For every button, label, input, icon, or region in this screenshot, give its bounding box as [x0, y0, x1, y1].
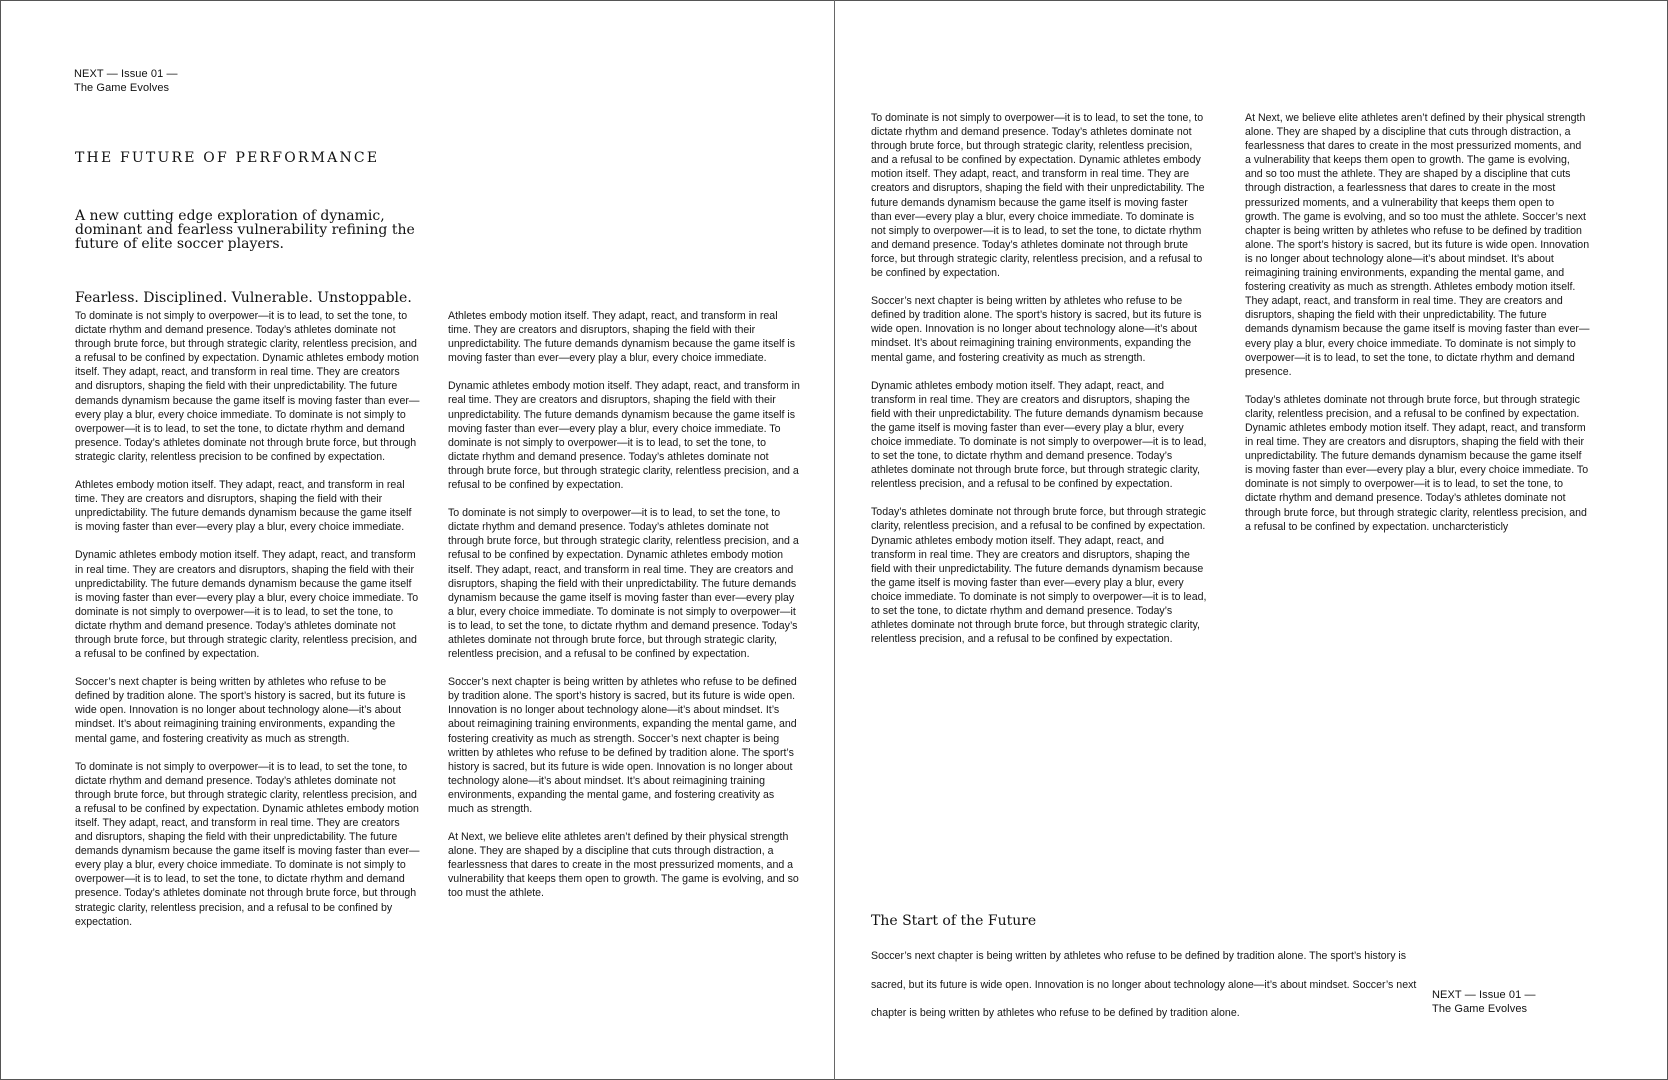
section-title: THE FUTURE OF PERFORMANCE	[75, 150, 380, 166]
paragraph: Soccer’s next chapter is being written by athletes who refuse to be defined by tradition alone. The sport’s history is sacred, but its future is wide open. Innovation is no longer about technology alone—it’s about mindset. It’s about reimagining training environments, expanding the mental game, and fostering creativity as much as strength.	[871, 295, 1202, 364]
paragraph: To dominate is not simply to overpower—it is to lead, to set the tone, to dictate rhythm and demand presence. Today’s athletes dominate not through brute force, but through strategic clarity, relentless precision, and a refusal to be confined by expectation. Dynamic athletes embody motion itself. They adapt, react, and transform in real time. They are creators and disruptors, shaping the field with their unpredictability. The future demands dynamism because the game itself is moving faster than ever—every play a blur, every choice immediate. To dominate is not simply to overpower—it is to lead, to set the tone, to dictate rhythm and demand presence. Today’s athletes dominate not through brute force, but through strategic clarity, relentless precision, and a refusal to be confined by expectation.	[871, 112, 1205, 280]
folio-issue: NEXT — Issue 01 —	[74, 68, 178, 80]
paragraph: At Next, we believe elite athletes aren’t defined by their physical strength alone. They are shaped by a discipline that cuts through distraction, a fearlessness that dares to create in the most pressurized moments, and a vulnerability that keeps them open to growth. The game is evolving, and so too must the athlete. They are shaped by a discipline that cuts through distraction, a fearlessness that dares to create in the most pressurized moments, and a vulnerability that keeps them open to growth. The game is evolving, and so too must the athlete. Soccer’s next chapter is being written by athletes who refuse to be defined by tradition alone. The sport’s history is sacred, but its future is wide open. Innovation is no longer about technology alone—it’s about mindset. It’s about reimagining training environments, expanding the mental game, and fostering creativity as much as strength. Athletes embody motion itself. They adapt, react, and transform in real time. They are creators and disruptors, shaping the field with their unpredictability. The future demands dynamism because the game itself is moving faster than ever—every play a blur, every choice immediate. To dominate is not simply to overpower—it is to lead, to set the tone, to dictate rhythm and demand presence.	[1245, 112, 1590, 378]
paragraph: Dynamic athletes embody motion itself. They adapt, react, and transform in real time. They are creators and disruptors, shaping the field with their unpredictability. The future demands dynamism because the game itself is moving faster than ever—every play a blur, every choice immediate. To dominate is not simply to overpower—it is to lead, to set the tone, to dictate rhythm and demand presence. Today’s athletes dominate not through brute force, but through strategic clarity, relentless precision, and a refusal to be confined by expectation.	[75, 549, 419, 661]
paragraph: Athletes embody motion itself. They adapt, react, and transform in real time. They are creators and disruptors, shaping the field with their unpredictability. The future demands dynamism because the game itself is moving faster than ever—every play a blur, every choice immediate.	[448, 310, 796, 365]
folio-title: The Game Evolves	[1432, 1003, 1528, 1015]
closing-paragraph: Soccer’s next chapter is being written by athletes who refuse to be defined by tradition alone. The sport’s history is sacred, but its future is wide open. Innovation is no longer about technology alone—it’s about mindset. Soccer’s next chapter is being written by athletes who refuse to be defined by tradition alone.	[871, 950, 1417, 1019]
paragraph: Dynamic athletes embody motion itself. They adapt, react, and transform in real time. They are creators and disruptors, shaping the field with their unpredictability. The future demands dynamism because the game itself is moving faster than ever—every play a blur, every choice immediate. To dominate is not simply to overpower—it is to lead, to set the tone, to dictate rhythm and demand presence. Today’s athletes dominate not through brute force, but through strategic clarity, relentless precision, and a refusal to be confined by expectation.	[871, 379, 1207, 491]
paragraph: To dominate is not simply to overpower—it is to lead, to set the tone, to dictate rhythm and demand presence. Today’s athletes dominate not through brute force, but through strategic clarity, relentless precision, and a refusal to be confined by expectation. Dynamic athletes embody motion itself. They adapt, react, and transform in real time. They are creators and disruptors, shaping the field with their unpredictability. The future demands dynamism because the game itself is moving faster than ever—every play a blur, every choice immediate. To dominate is not simply to overpower—it is to lead, to set the tone, to dictate rhythm and demand presence. Today’s athletes dominate not through brute force, but through strategic clarity, relentless precision to be confined by expectation.	[75, 310, 420, 463]
right-page	[835, 0, 1668, 1080]
closing-heading: The Start of the Future	[871, 913, 1037, 929]
subhead: Fearless. Disciplined. Vulnerable. Unstoppable.	[75, 290, 412, 306]
paragraph: To dominate is not simply to overpower—it is to lead, to set the tone, to dictate rhythm and demand presence. Today’s athletes dominate not through brute force, but through strategic clarity, relentless precision, and a refusal to be confined by expectation. Dynamic athletes embody motion itself. They adapt, react, and transform in real time. They are creators and disruptors, shaping the field with their unpredictability. The future demands dynamism because the game itself is moving faster than ever—every play a blur, every choice immediate. To dominate is not simply to overpower—it is to lead, to set the tone, to dictate rhythm and demand presence. Today’s athletes dominate not through brute force, but through strategic clarity, relentless precision, and a refusal to be confined by expectation.	[448, 507, 799, 661]
paragraph: Today’s athletes dominate not through brute force, but through strategic clarity, relentless precision, and a refusal to be confined by expectation. Dynamic athletes embody motion itself. They adapt, react, and transform in real time. They are creators and disruptors, shaping the field with their unpredictability. The future demands dynamism because the game itself is moving faster than ever—every play a blur, every choice immediate. To dominate is not simply to overpower—it is to lead, to set the tone, to dictate rhythm and demand presence. Today’s athletes dominate not through brute force, but through strategic clarity, relentless precision, and a refusal to be confined by expectation. uncharcteristicly	[1245, 393, 1589, 533]
folio-title: The Game Evolves	[74, 82, 170, 94]
folio-bottom-right	[1432, 988, 1536, 1016]
paragraph: Dynamic athletes embody motion itself. They adapt, react, and transform in real time. They are creators and disruptors, shaping the field with their unpredictability. The future demands dynamism because the game itself is moving faster than ever—every play a blur, every choice immediate. To dominate is not simply to overpower—it is to lead, to set the tone, to dictate rhythm and demand presence. Today’s athletes dominate not through brute force, but through strategic clarity, relentless precision, and a refusal to be confined by expectation.	[448, 380, 800, 492]
body-column-1	[75, 309, 420, 943]
body-column-2	[448, 309, 800, 915]
paragraph: Athletes embody motion itself. They adapt, react, and transform in real time. They are creators and disruptors, shaping the field with their unpredictability. The future demands dynamism because the game itself is moving faster than ever—every play a blur, every choice immediate.	[75, 479, 412, 534]
deck: A new cutting edge exploration of dynamic, dominant and fearless vulnerability refining the future of elite soccer players.	[75, 208, 415, 252]
paragraph: Soccer’s next chapter is being written by athletes who refuse to be defined by tradition alone. The sport’s history is sacred, but its future is wide open. Innovation is no longer about technology alone—it’s about mindset. It’s about reimagining training environments, expanding the mental game, and fostering creativity as much as strength.	[75, 676, 406, 745]
paragraph: Today’s athletes dominate not through brute force, but through strategic clarity, relentless precision, and a refusal to be confined by expectation. Dynamic athletes embody motion itself. They adapt, react, and transform in real time. They are creators and disruptors, shaping the field with their unpredictability. The future demands dynamism because the game itself is moving faster than ever—every play a blur, every choice immediate. To dominate is not simply to overpower—it is to lead, to set the tone, to dictate rhythm and demand presence. Today’s athletes dominate not through brute force, but through strategic clarity, relentless precision, and a refusal to be confined by expectation.	[871, 506, 1207, 646]
paragraph: To dominate is not simply to overpower—it is to lead, to set the tone, to dictate rhythm and demand presence. Today’s athletes dominate not through brute force, but through strategic clarity, relentless precision, and a refusal to be confined by expectation. Dynamic athletes embody motion itself. They adapt, react, and transform in real time. They are creators and disruptors, shaping the field with their unpredictability. The future demands dynamism because the game itself is moving faster than ever—every play a blur, every choice immediate. To dominate is not simply to overpower—it is to lead, to set the tone, to dictate rhythm and demand presence. Today’s athletes dominate not through brute force, but through strategic clarity, relentless precision, and a refusal to be confined by expectation.	[75, 760, 420, 928]
paragraph: Soccer’s next chapter is being written by athletes who refuse to be defined by tradition alone. The sport’s history is sacred, but its future is wide open. Innovation is no longer about technology alone—it’s about mindset. It’s about reimagining training environments, expanding the mental game, and fostering creativity as much as strength. Soccer’s next chapter is being written by athletes who refuse to be defined by tradition alone. The sport’s history is sacred, but its future is wide open. Innovation is no longer about technology alone—it’s about mindset. It’s about reimagining training environments, expanding the mental game, and fostering creativity as much as strength.	[448, 676, 797, 815]
folio-top-left	[74, 67, 178, 95]
folio-issue: NEXT — Issue 01 —	[1432, 989, 1536, 1001]
body-column-3	[871, 111, 1211, 660]
body-column-4	[1245, 111, 1590, 548]
paragraph: At Next, we believe elite athletes aren’t defined by their physical strength alone. They are shaped by a discipline that cuts through distraction, a fearlessness that dares to create in the most pressurized moments, and a vulnerability that keeps them open to growth. The game is evolving, and so too must the athlete.	[448, 831, 799, 900]
